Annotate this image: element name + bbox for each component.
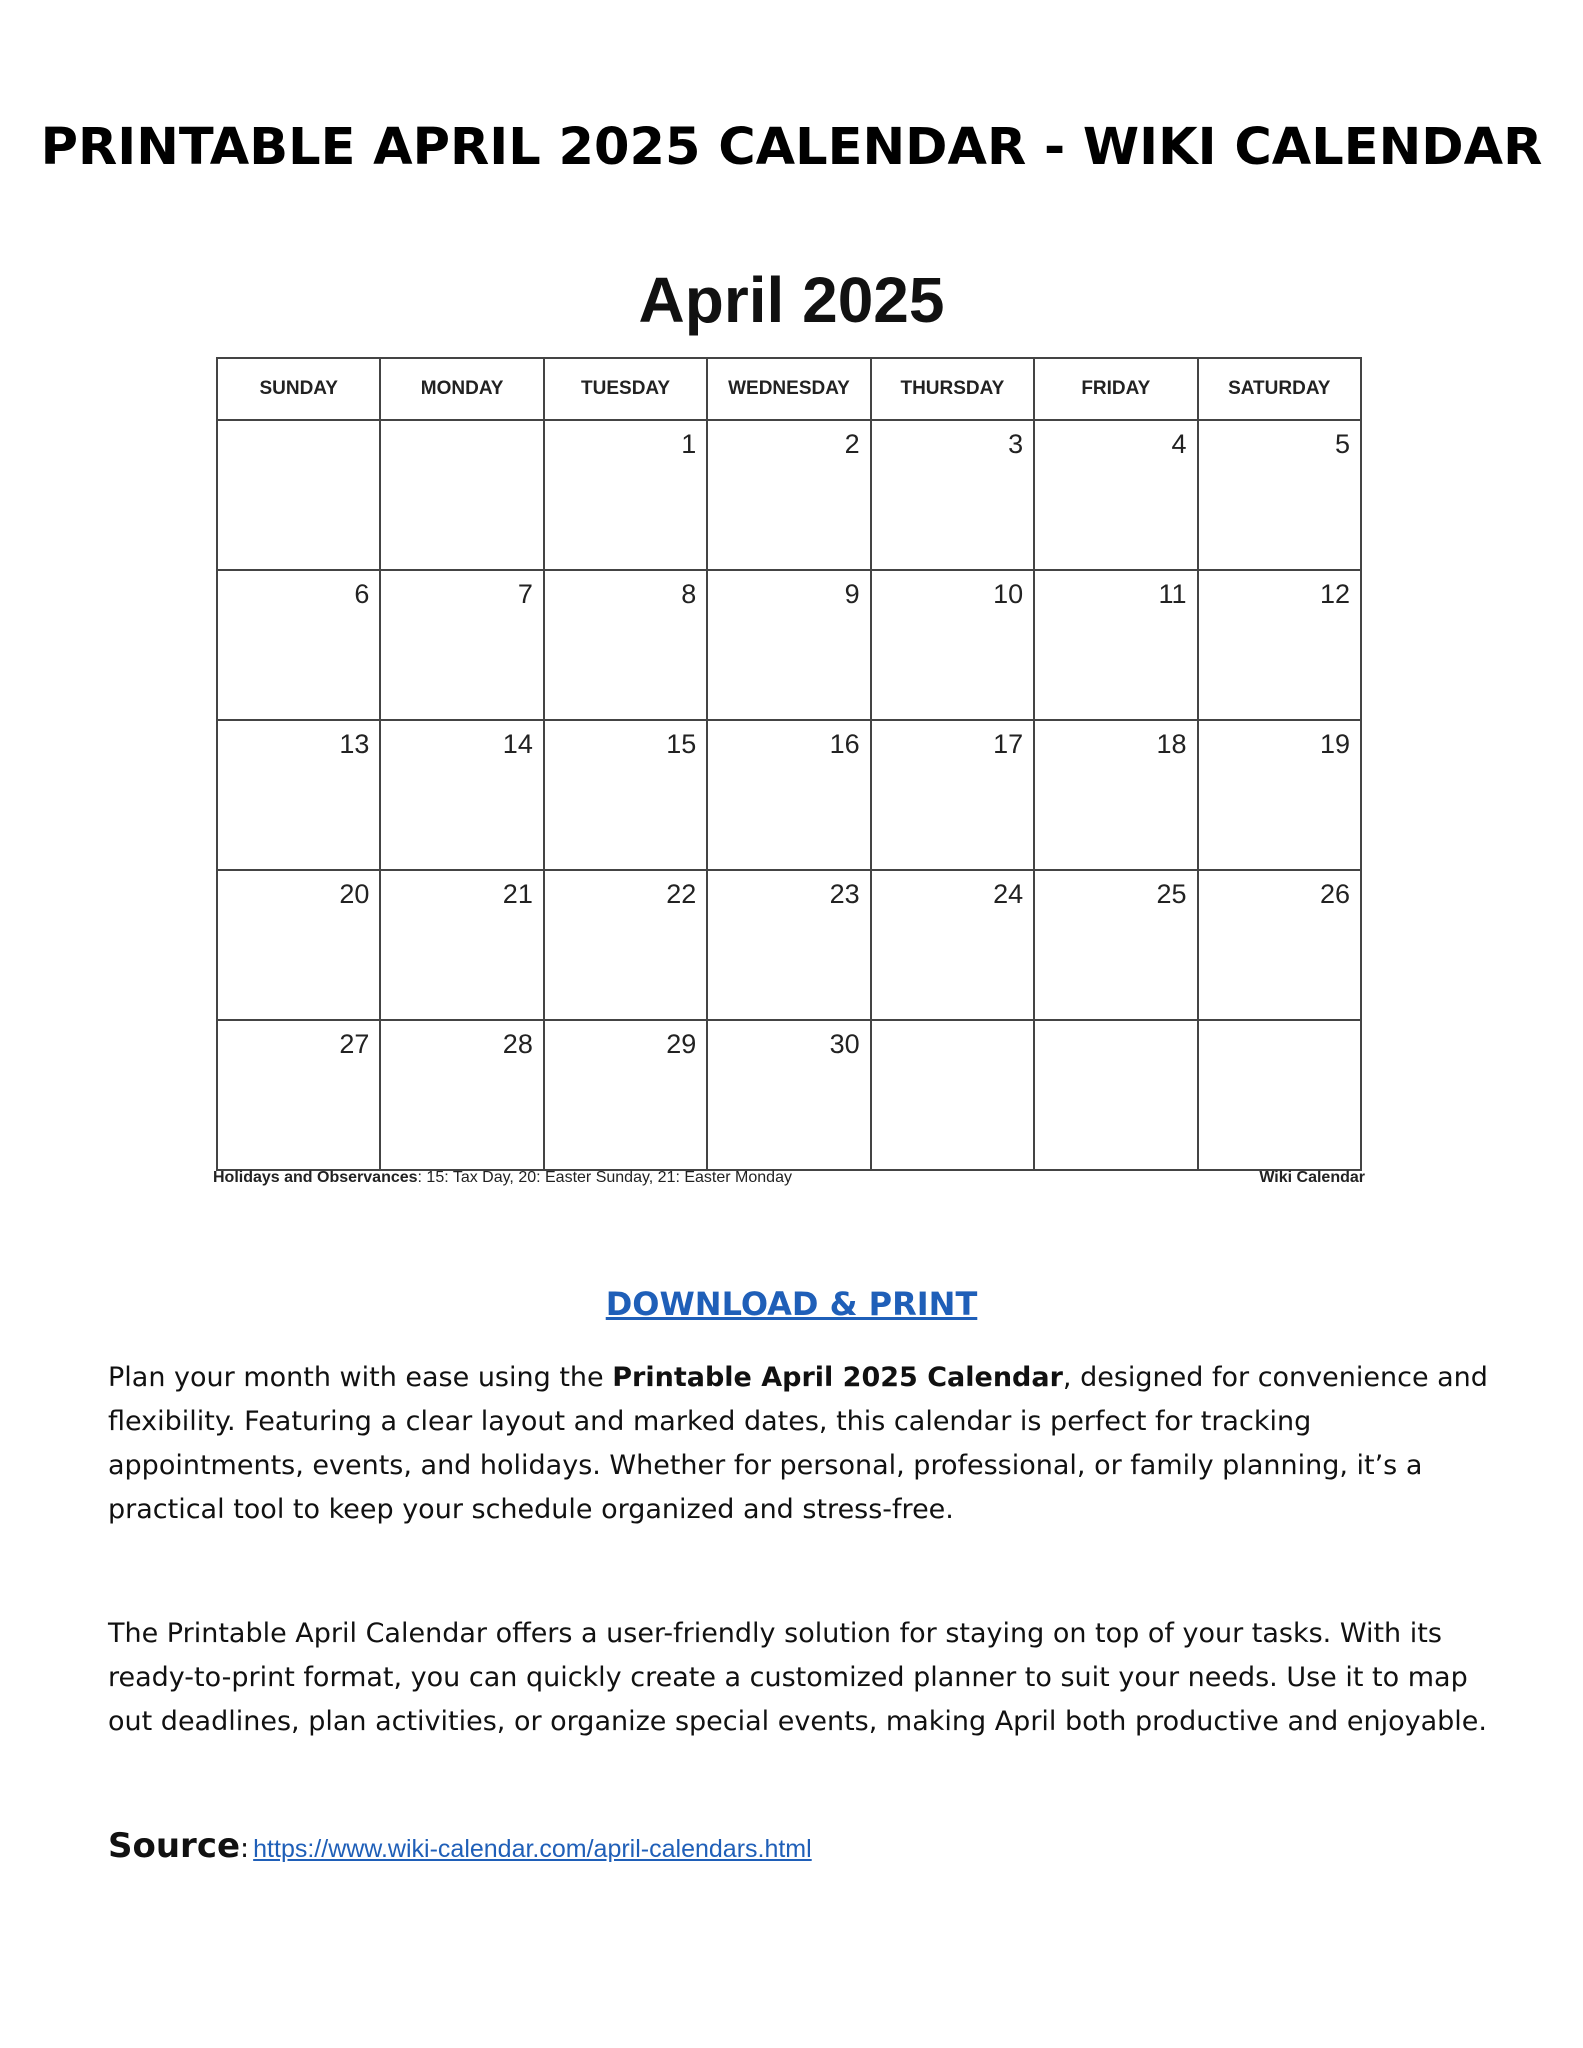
holidays-note [213,1169,792,1187]
day-number [381,421,542,429]
source-label: Source [108,1826,241,1866]
calendar-day-cell [1198,870,1361,1020]
day-number: 17 [993,729,1024,759]
page-title: PRINTABLE APRIL 2025 CALENDAR - WIKI CALENDAR [40,118,1543,177]
intro-text-end: , designed for convenience and flexibility. Featuring a clear layout and marked dates, this calendar is perfect for tracking appointments, events, and holidays. Whether for personal, professional, or family planning, it’s a practical tool to keep your schedule organized and stress-free. [108,1362,1488,1525]
calendar-day-cell [871,570,1034,720]
calendar-day-cell [1198,1020,1361,1170]
day-number: 10 [993,579,1024,609]
weekday-header: SUNDAY [217,358,380,420]
calendar-day-cell [544,1020,707,1170]
day-number: 18 [1156,729,1187,759]
calendar-day-cell [217,720,380,870]
day-number: 26 [1319,879,1350,909]
calendar-day-cell [1034,870,1197,1020]
calendar-week [217,570,1361,720]
calendar-day-cell [1198,720,1361,870]
calendar-day-cell [707,1020,870,1170]
day-number: 28 [502,1029,533,1059]
calendar-day-cell [871,720,1034,870]
calendar-day-cell [707,870,870,1020]
weekday-header-row [217,358,1361,420]
intro-text-bold: Printable April 2025 Calendar [612,1362,1063,1393]
day-number: 15 [666,729,697,759]
day-number: 21 [502,879,533,909]
source-line [108,1824,812,1871]
weekday-header: FRIDAY [1034,358,1197,420]
calendar-week [217,420,1361,570]
source-link[interactable]: https://www.wiki-calendar.com/april-calendars.html [253,1835,812,1863]
day-number: 5 [1334,429,1350,459]
day-number: 19 [1319,729,1350,759]
day-number: 30 [829,1029,860,1059]
day-number: 9 [844,579,860,609]
weekday-header: WEDNESDAY [707,358,870,420]
calendar-day-cell [871,420,1034,570]
calendar-day-cell [544,420,707,570]
day-number: 2 [844,429,860,459]
holidays-text: : 15: Tax Day, 20: Easter Sunday, 21: Easter Monday [417,1169,792,1186]
day-number: 14 [502,729,533,759]
day-number: 8 [681,579,697,609]
day-number [872,1021,1033,1029]
day-number [1035,1021,1196,1029]
intro-text-start: Plan your month with ease using the [108,1362,613,1393]
calendar-day-cell [871,870,1034,1020]
calendar-day-cell [217,570,380,720]
weekday-header: TUESDAY [544,358,707,420]
calendar-day-cell [217,870,380,1020]
calendar-footer [213,1169,1365,1193]
calendar-day-cell [544,720,707,870]
day-number: 22 [666,879,697,909]
day-number: 6 [354,579,370,609]
calendar-day-cell [1034,570,1197,720]
weekday-header: THURSDAY [871,358,1034,420]
source-separator: : [240,1833,250,1864]
day-number: 27 [339,1029,370,1059]
intro-paragraph [108,1356,1488,1532]
calendar-day-cell [1034,720,1197,870]
calendar-day-cell [707,720,870,870]
calendar-day-cell [544,570,707,720]
calendar-day-cell [871,1020,1034,1170]
calendar-day-cell [380,420,543,570]
calendar-week [217,870,1361,1020]
second-paragraph: The Printable April Calendar offers a user-friendly solution for staying on top of your tasks. With its ready-to-print format, you can quickly create a customized planner to suit your needs. Use it to map out deadlines, plan activities, or organize special events, making April both productive and enjoyable. [108,1618,1487,1737]
day-number: 11 [1158,579,1187,609]
calendar-day-cell [1034,420,1197,570]
day-number [1199,1021,1360,1029]
calendar-day-cell [380,1020,543,1170]
calendar-day-cell [380,570,543,720]
calendar-title: April 2025 [638,264,945,336]
weekday-header: MONDAY [380,358,543,420]
download-print-link-row [0,1282,1583,1326]
calendar-day-cell [707,570,870,720]
day-number: 1 [681,429,697,459]
day-number: 7 [517,579,533,609]
calendar-week [217,1020,1361,1170]
day-number: 29 [666,1029,697,1059]
footer-brand: Wiki Calendar [1259,1169,1365,1186]
calendar-day-cell [544,870,707,1020]
calendar-day-cell [217,1020,380,1170]
calendar-day-cell [380,870,543,1020]
holidays-label: Holidays and Observances [213,1169,418,1186]
calendar-week [217,720,1361,870]
calendar-day-cell [217,420,380,570]
day-number: 20 [339,879,370,909]
day-number: 25 [1156,879,1187,909]
calendar-day-cell [1198,570,1361,720]
calendar-day-cell [1198,420,1361,570]
download-print-link[interactable]: DOWNLOAD & PRINT [605,1285,978,1323]
weekday-header: SATURDAY [1198,358,1361,420]
calendar-day-cell [1034,1020,1197,1170]
calendar-day-cell [380,720,543,870]
day-number [218,421,379,429]
day-number: 24 [993,879,1024,909]
day-number: 23 [829,879,860,909]
calendar-grid [216,357,1362,1171]
day-number: 3 [1008,429,1024,459]
day-number: 4 [1171,429,1187,459]
day-number: 13 [339,729,370,759]
day-number: 16 [829,729,860,759]
day-number: 12 [1319,579,1350,609]
calendar-day-cell [707,420,870,570]
